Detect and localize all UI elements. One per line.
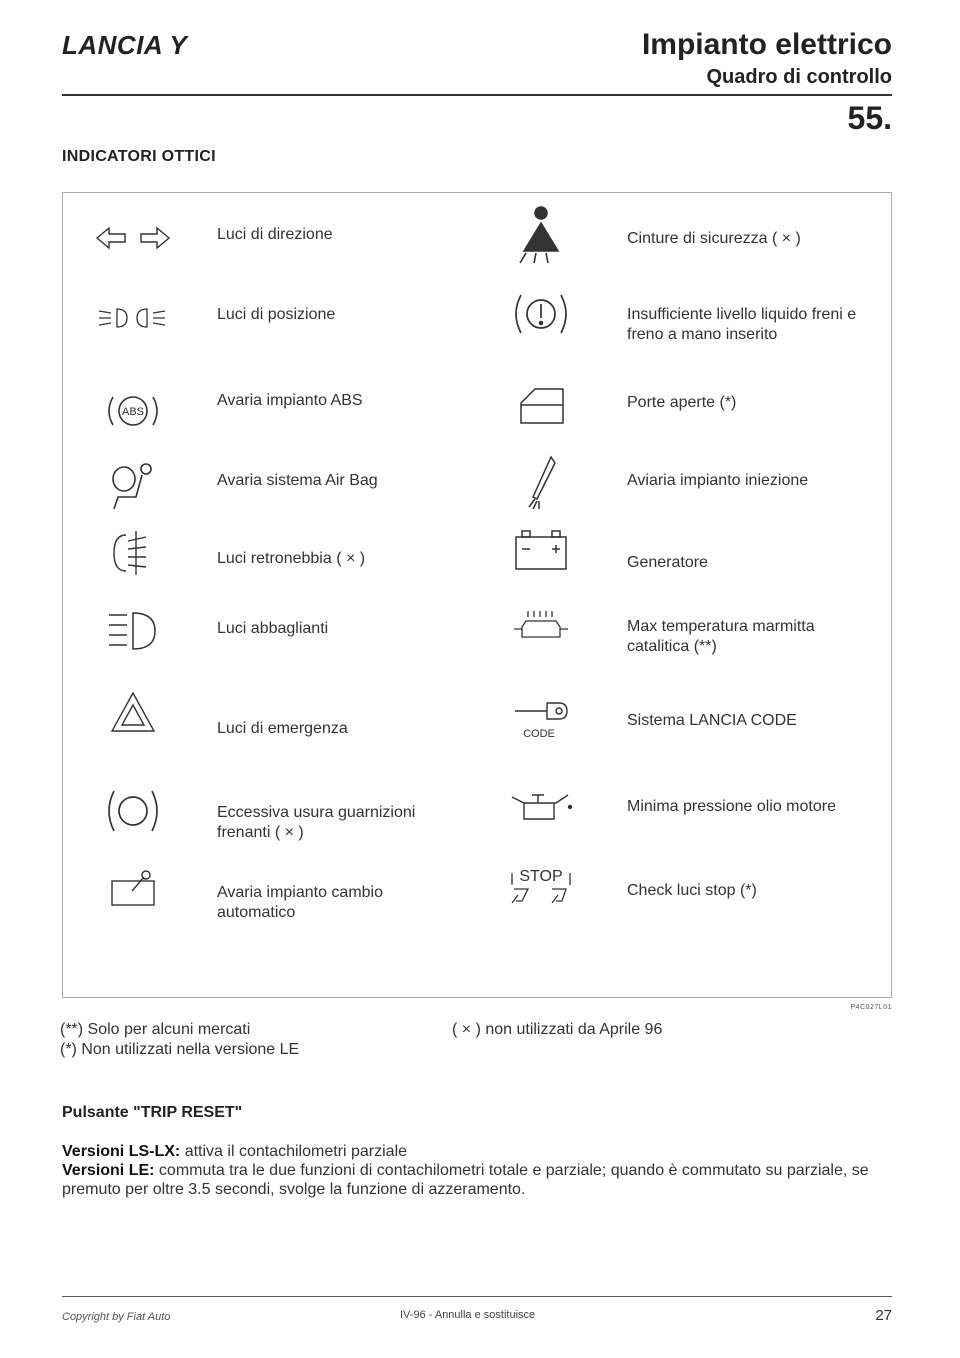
indicator-label: Avaria impianto ABS (217, 392, 363, 409)
footer-copyright: Copyright by Fiat Auto (62, 1311, 171, 1323)
catalytic-temp-icon (501, 607, 581, 671)
indicator-label: Porte aperte (*) (627, 394, 737, 411)
indicator-label: Luci di emergenza (217, 720, 348, 737)
indicator-label: Luci di posizione (217, 306, 336, 323)
abs-warning-icon (93, 389, 173, 453)
high-beam-icon (93, 607, 173, 671)
figure-code: P4C027L01 (850, 1004, 892, 1011)
stop-label: STOP (519, 868, 563, 885)
hazard-triangle-icon (93, 689, 173, 753)
section-number: 55. (847, 100, 892, 136)
svg-text:ABS: ABS (121, 406, 145, 418)
automatic-gearbox-icon (93, 869, 173, 933)
indicator-label: Aviaria impianto iniezione (627, 472, 809, 489)
page-title: Impianto elettrico (641, 28, 892, 61)
turn-signal-arrows-icon (93, 223, 173, 287)
rear-fog-light-icon (93, 527, 173, 591)
indicator-label: Cinture di sicurezza ( × ) (627, 230, 801, 247)
version-ls-lx-label: Versioni LS-LX: (62, 1143, 181, 1160)
trip-reset-title: Pulsante "TRIP RESET" (62, 1104, 243, 1121)
indicator-label: Max temperatura marmitta catalitica (**) (627, 618, 815, 655)
section-title: INDICATORI OTTICI (62, 148, 216, 165)
page-subtitle: Quadro di controllo (706, 66, 892, 88)
indicator-label: Avaria sistema Air Bag (217, 472, 378, 489)
indicator-label: Avaria impianto cambio automatico (217, 884, 384, 921)
brake-fluid-icon (501, 289, 581, 353)
brake-pad-wear-icon (93, 785, 173, 849)
door-open-icon (501, 385, 581, 449)
lancia-code-key-icon (501, 697, 581, 761)
indicator-panel (62, 192, 892, 998)
airbag-icon (93, 461, 173, 525)
indicator-label: Minima pressione olio motore (627, 798, 836, 815)
indicator-label: Luci retronebbia ( × ) (217, 550, 366, 567)
battery-icon (501, 527, 581, 591)
version-ls-lx-text: attiva il contachilometri parziale (180, 1143, 408, 1160)
stop-light-check-icon (501, 859, 581, 923)
version-le-text: commuta tra le due funzioni di contachilometri totale e parziale; quando è commutato su parziale, se premuto per oltre 3.5 secondi, svolge la funzione di azzeramento. (62, 1162, 869, 1198)
indicator-label: Generatore (627, 554, 708, 571)
header-divider (62, 94, 892, 96)
page-number: 27 (875, 1307, 892, 1324)
seat-belt-icon (501, 205, 581, 269)
position-lights-icon (93, 303, 173, 367)
injection-icon (501, 453, 581, 517)
indicator-label: Sistema LANCIA CODE (627, 712, 797, 729)
footnote-markets: (**) Solo per alcuni mercati (60, 1021, 251, 1038)
indicator-label: Luci abbaglianti (217, 620, 329, 637)
version-le-label: Versioni LE: (62, 1162, 155, 1179)
footnote-april-96: ( × ) non utilizzati da Aprile 96 (452, 1021, 663, 1038)
oil-pressure-icon (501, 789, 581, 853)
code-label: CODE (523, 728, 555, 740)
indicator-label: Check luci stop (*) (627, 882, 757, 899)
footnotes (60, 1020, 299, 1060)
indicator-label: Insufficiente livello liquido freni e freno a mano inserito (627, 306, 857, 343)
trip-reset-description (62, 1142, 902, 1199)
footer-divider (62, 1296, 892, 1297)
footer-edition: IV-96 - Annulla e sostituisce (400, 1309, 536, 1321)
brand-title: LANCIA Y (62, 30, 188, 60)
footnote-le-version: (*) Non utilizzati nella versione LE (60, 1041, 300, 1058)
indicator-label: Luci di direzione (217, 226, 333, 243)
indicator-label: Eccessiva usura guarnizioni frenanti ( × ) (217, 804, 416, 841)
